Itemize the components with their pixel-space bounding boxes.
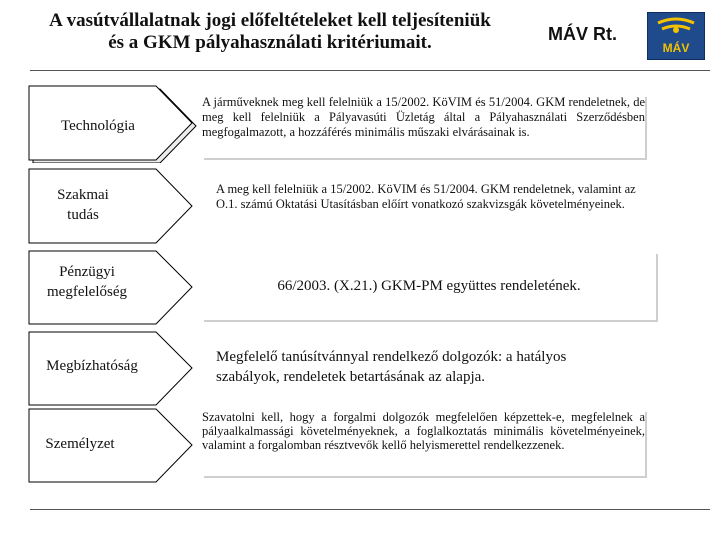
- row-description: 66/2003. (X.21.) GKM-PM együttes rendeletének.: [202, 252, 656, 320]
- row-label-line-2: megfelelőség: [47, 284, 127, 300]
- row-szakmai-tudas: [28, 168, 658, 246]
- row-label: [28, 262, 146, 302]
- row-description: A meg kell felelniük a 15/2002. KöVIM és 51/2004. GKM rendeletnek, valamint az O.1. számú Oktatási Utasításban előírt vonatkozó szakvizsgák követelményeinek.: [216, 182, 636, 211]
- row-label: [28, 185, 138, 225]
- page-title-line-2: és a GKM pályahasználati kritériumait.: [108, 32, 432, 53]
- top-divider: [30, 70, 710, 71]
- page-title-line-1: A vasútvállalatnak jogi előfeltételeket kell teljesíteniük: [49, 10, 491, 31]
- bottom-divider: [30, 509, 710, 510]
- row-label-line-2: tudás: [67, 207, 99, 223]
- row-description: A járműveknek meg kell felelniük a 15/2002. KöVIM és 51/2004. GKM rendeletnek, de meg kell felelniük a Pályavasúti Üzletág által a Pályahasználati Szerződésben megfogalmazott, a hozzáférés minimális műszaki elvárásainak is.: [202, 95, 645, 158]
- row-technologia: [28, 85, 658, 163]
- row-penzugyi-megfeleloseg: [28, 250, 658, 326]
- row-label: Személyzet: [45, 436, 115, 452]
- page-title: [10, 10, 530, 54]
- row-description: Megfelelő tanúsítvánnyal rendelkező dolgozók: a hatályos szabályok, rendeletek betartásának az alapja.: [216, 349, 567, 385]
- mav-logo: [647, 12, 705, 60]
- row-szemelyzet: [28, 408, 658, 484]
- row-label-line-1: Szakmai: [57, 187, 109, 203]
- logo-text: MÁV: [662, 41, 690, 55]
- row-label: Technológia: [61, 118, 135, 134]
- brand-name: MÁV Rt.: [548, 24, 617, 44]
- row-description: Szavatolni kell, hogy a forgalmi dolgozók megfelelően képzettek-e, megfelelnek a pályaalkalmassági követelményeknek, a foglalkoztatás minimális követelményeinek, valamint a forgalomban résztvevők kellő helyismerettel rendelkezzenek.: [202, 410, 645, 476]
- row-label: Megbízhatóság: [46, 358, 138, 374]
- row-label-line-1: Pénzügyi: [59, 264, 115, 280]
- row-megbizhatosag: [28, 331, 658, 407]
